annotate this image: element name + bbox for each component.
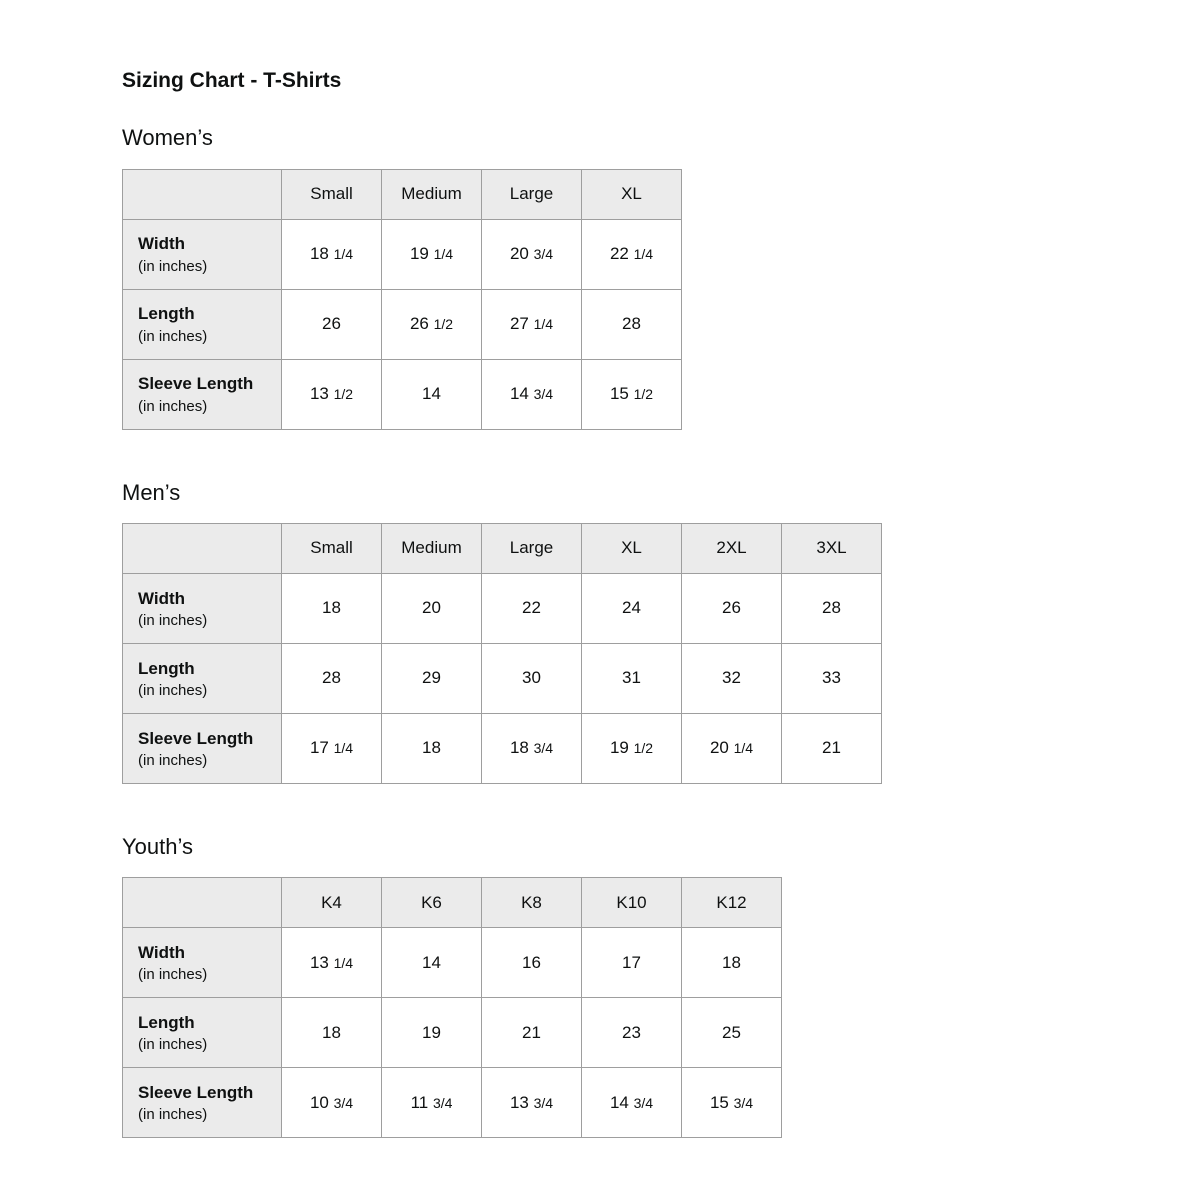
whole-value: 19: [609, 738, 629, 758]
row-label-width: [123, 573, 282, 643]
section-heading-youths: Youth’s: [122, 833, 193, 859]
column-header-k4: K4: [282, 878, 382, 928]
column-header-xl: XL: [582, 523, 682, 573]
whole-value: 17: [309, 738, 329, 758]
fraction-value: 3/4: [633, 1094, 654, 1111]
whole-value: 18: [322, 1022, 341, 1042]
fraction-value: 1/4: [733, 740, 754, 757]
row-label-sleeve-length: [123, 359, 282, 429]
measurement-name: Width: [138, 588, 186, 608]
whole-value: 27: [509, 314, 529, 334]
whole-value: 24: [622, 598, 641, 618]
measurement-name: Length: [138, 304, 195, 324]
size-value: [382, 643, 482, 713]
size-value: [382, 289, 482, 359]
size-value: [682, 643, 782, 713]
fraction-value: 3/4: [533, 1094, 554, 1111]
column-header-small: Small: [282, 169, 382, 219]
size-value: [382, 1068, 482, 1138]
whole-value: 28: [622, 314, 641, 334]
size-value: [582, 1068, 682, 1138]
whole-value: 18: [322, 598, 341, 618]
whole-value: 22: [609, 244, 629, 264]
row-label-length: [123, 289, 282, 359]
measurement-unit: (in inches): [138, 682, 208, 700]
size-value: [582, 643, 682, 713]
section-heading-mens: Men’s: [122, 479, 181, 505]
whole-value: 11: [410, 1092, 429, 1112]
section-heading-womens: Women’s: [122, 125, 213, 151]
whole-value: 21: [522, 1022, 541, 1042]
measurement-name: Width: [138, 942, 186, 962]
whole-value: 13: [309, 952, 329, 972]
measurement-unit: (in inches): [138, 257, 208, 275]
column-header-k6: K6: [382, 878, 482, 928]
column-header-medium: Medium: [382, 169, 482, 219]
column-header-small: Small: [282, 523, 382, 573]
whole-value: 18: [309, 244, 329, 264]
size-value: [482, 643, 582, 713]
table-row: [123, 928, 782, 998]
size-value: [682, 1068, 782, 1138]
size-value: [582, 573, 682, 643]
size-value: [282, 289, 382, 359]
whole-value: 22: [522, 598, 541, 618]
whole-value: 14: [509, 384, 529, 404]
whole-value: 17: [622, 952, 641, 972]
fraction-value: 1/2: [433, 316, 454, 333]
size-value: [682, 928, 782, 998]
whole-value: 20: [509, 244, 529, 264]
size-value: [782, 643, 882, 713]
row-label-width: [123, 219, 282, 289]
table-row: [123, 219, 682, 289]
size-value: [282, 643, 382, 713]
size-value: [782, 713, 882, 783]
whole-value: 16: [522, 952, 541, 972]
column-header-large: Large: [482, 169, 582, 219]
size-value: [382, 713, 482, 783]
column-header-medium: Medium: [382, 523, 482, 573]
measurement-unit: (in inches): [138, 1036, 208, 1054]
whole-value: 13: [509, 1092, 529, 1112]
size-value: [682, 998, 782, 1068]
fraction-value: 1/4: [333, 740, 354, 757]
size-value: [482, 573, 582, 643]
whole-value: 31: [622, 668, 641, 688]
size-value: [382, 359, 482, 429]
size-value: [482, 928, 582, 998]
fraction-value: 3/4: [432, 1094, 453, 1111]
measurement-unit: (in inches): [138, 966, 208, 984]
fraction-value: 1/2: [333, 386, 354, 403]
size-value: [282, 928, 382, 998]
measurement-name: Length: [138, 1012, 195, 1032]
fraction-value: 3/4: [533, 246, 554, 263]
measurement-name: Width: [138, 234, 186, 254]
size-value: [382, 998, 482, 1068]
whole-value: 14: [422, 384, 441, 404]
whole-value: 20: [709, 738, 729, 758]
whole-value: 29: [422, 668, 441, 688]
size-value: [682, 573, 782, 643]
size-value: [482, 219, 582, 289]
whole-value: 15: [609, 384, 629, 404]
table-row: [123, 713, 882, 783]
size-value: [782, 573, 882, 643]
whole-value: 28: [322, 668, 341, 688]
size-value: [582, 928, 682, 998]
whole-value: 21: [822, 738, 841, 758]
measurement-name: Sleeve Length: [138, 728, 254, 748]
measurement-name: Sleeve Length: [138, 1082, 254, 1102]
header-row: [123, 878, 782, 928]
table-row: [123, 1068, 782, 1138]
column-header-2xl: 2XL: [682, 523, 782, 573]
size-value: [482, 713, 582, 783]
column-header-k8: K8: [482, 878, 582, 928]
fraction-value: 3/4: [333, 1094, 354, 1111]
size-value: [582, 998, 682, 1068]
measurement-name: Length: [138, 658, 195, 678]
size-value: [282, 359, 382, 429]
fraction-value: 1/4: [633, 246, 654, 263]
fraction-value: 1/2: [633, 386, 654, 403]
column-header-3xl: 3XL: [782, 523, 882, 573]
table-row: [123, 289, 682, 359]
row-label-sleeve-length: [123, 713, 282, 783]
measurement-unit: (in inches): [138, 397, 208, 415]
table-row: [123, 643, 882, 713]
fraction-value: 1/2: [633, 740, 654, 757]
size-value: [382, 928, 482, 998]
size-value: [482, 359, 582, 429]
table-row: [123, 998, 782, 1068]
row-label-length: [123, 998, 282, 1068]
column-header-k10: K10: [582, 878, 682, 928]
size-value: [282, 998, 382, 1068]
whole-value: 26: [322, 314, 341, 334]
fraction-value: 1/4: [433, 246, 454, 263]
sizing-table-youths: [122, 877, 782, 1138]
size-value: [482, 289, 582, 359]
whole-value: 32: [722, 668, 741, 688]
sizing-table-mens: [122, 523, 882, 784]
whole-value: 23: [622, 1022, 641, 1042]
size-value: [482, 1068, 582, 1138]
size-value: [282, 573, 382, 643]
whole-value: 18: [509, 738, 529, 758]
whole-value: 15: [709, 1092, 729, 1112]
measurement-name: Sleeve Length: [138, 374, 254, 394]
whole-value: 18: [722, 952, 741, 972]
size-value: [482, 998, 582, 1068]
whole-value: 14: [422, 952, 441, 972]
size-value: [282, 219, 382, 289]
column-header-k12: K12: [682, 878, 782, 928]
fraction-value: 3/4: [533, 740, 554, 757]
corner-cell: [123, 523, 282, 573]
row-label-sleeve-length: [123, 1068, 282, 1138]
whole-value: 10: [309, 1092, 329, 1112]
whole-value: 18: [422, 738, 441, 758]
whole-value: 28: [822, 598, 841, 618]
column-header-large: Large: [482, 523, 582, 573]
size-value: [282, 713, 382, 783]
whole-value: 25: [722, 1022, 741, 1042]
whole-value: 14: [609, 1092, 629, 1112]
row-label-width: [123, 928, 282, 998]
fraction-value: 1/4: [533, 316, 554, 333]
whole-value: 26: [722, 598, 741, 618]
size-value: [382, 219, 482, 289]
table-row: [123, 359, 682, 429]
fraction-value: 1/4: [333, 954, 354, 971]
column-header-xl: XL: [582, 169, 682, 219]
whole-value: 20: [422, 598, 441, 618]
page-title: Sizing Chart - T-Shirts: [122, 69, 342, 92]
header-row: [123, 523, 882, 573]
table-row: [123, 573, 882, 643]
section-mens: [122, 480, 1200, 784]
fraction-value: 1/4: [333, 246, 354, 263]
section-youths: [122, 834, 1200, 1138]
measurement-unit: (in inches): [138, 612, 208, 630]
size-value: [382, 573, 482, 643]
size-value: [582, 289, 682, 359]
whole-value: 26: [409, 314, 429, 334]
measurement-unit: (in inches): [138, 1106, 208, 1124]
whole-value: 13: [309, 384, 329, 404]
size-value: [682, 713, 782, 783]
whole-value: 19: [422, 1022, 441, 1042]
header-row: [123, 169, 682, 219]
size-value: [582, 359, 682, 429]
sizing-table-womens: [122, 169, 682, 430]
corner-cell: [123, 878, 282, 928]
whole-value: 19: [409, 244, 429, 264]
measurement-unit: (in inches): [138, 327, 208, 345]
size-value: [582, 219, 682, 289]
size-value: [582, 713, 682, 783]
fraction-value: 3/4: [533, 386, 554, 403]
corner-cell: [123, 169, 282, 219]
section-womens: [122, 125, 1200, 429]
whole-value: 33: [822, 668, 841, 688]
whole-value: 30: [522, 668, 541, 688]
fraction-value: 3/4: [733, 1094, 754, 1111]
row-label-length: [123, 643, 282, 713]
measurement-unit: (in inches): [138, 752, 208, 770]
size-value: [282, 1068, 382, 1138]
